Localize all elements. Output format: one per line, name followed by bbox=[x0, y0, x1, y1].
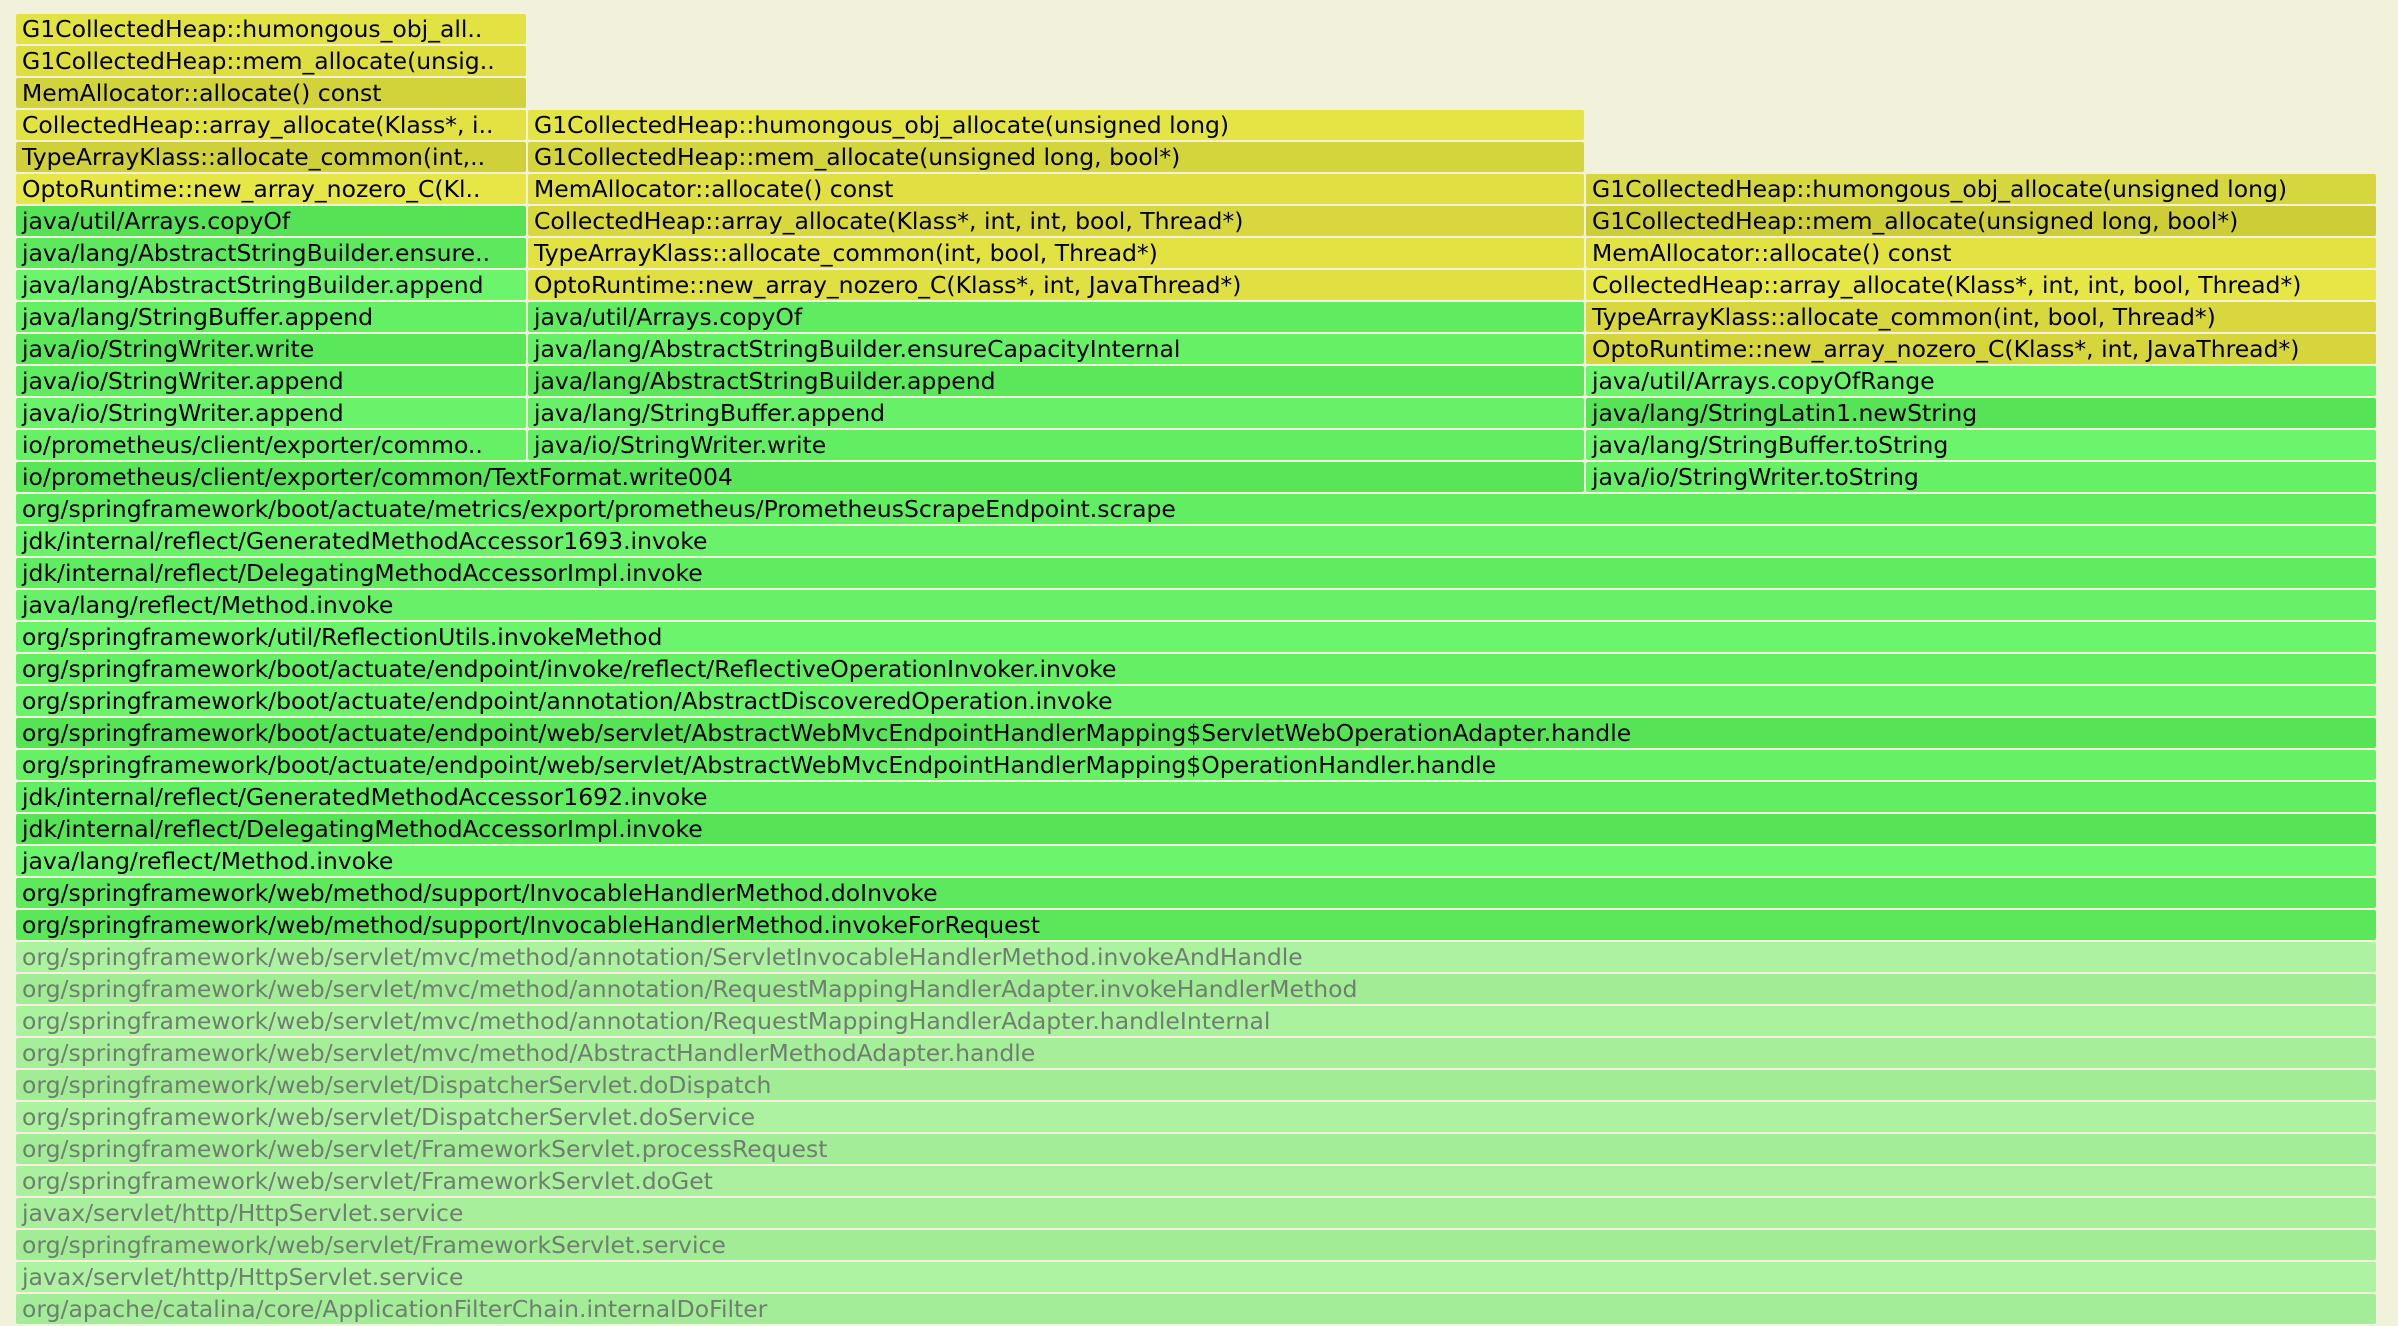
stack-frame[interactable]: G1CollectedHeap::mem_allocate(unsig.. bbox=[16, 46, 526, 76]
stack-frame[interactable]: org/springframework/web/servlet/FrameworkServlet.processRequest bbox=[16, 1134, 2376, 1164]
stack-frame[interactable]: javax/servlet/http/HttpServlet.service bbox=[16, 1198, 2376, 1228]
stack-frame[interactable]: io/prometheus/client/exporter/common/TextFormat.write004 bbox=[16, 462, 1584, 492]
stack-frame[interactable]: java/io/StringWriter.toString bbox=[1586, 462, 2376, 492]
stack-frame[interactable]: CollectedHeap::array_allocate(Klass*, i.. bbox=[16, 110, 526, 140]
stack-frame[interactable]: java/io/StringWriter.write bbox=[16, 334, 526, 364]
stack-frame[interactable]: java/io/StringWriter.write bbox=[528, 430, 1584, 460]
stack-frame[interactable]: org/springframework/web/servlet/mvc/method/annotation/RequestMappingHandlerAdapter.invokeHandlerMethod bbox=[16, 974, 2376, 1004]
stack-frame[interactable]: org/springframework/web/servlet/DispatcherServlet.doService bbox=[16, 1102, 2376, 1132]
stack-frame[interactable]: TypeArrayKlass::allocate_common(int, bool, Thread*) bbox=[528, 238, 1584, 268]
stack-frame[interactable]: java/io/StringWriter.append bbox=[16, 398, 526, 428]
stack-frame[interactable]: java/lang/AbstractStringBuilder.append bbox=[16, 270, 526, 300]
stack-frame[interactable]: org/springframework/boot/actuate/endpoint/invoke/reflect/ReflectiveOperationInvoker.invoke bbox=[16, 654, 2376, 684]
stack-frame[interactable]: java/util/Arrays.copyOf bbox=[16, 206, 526, 236]
stack-frame[interactable]: java/lang/StringBuffer.append bbox=[528, 398, 1584, 428]
stack-frame[interactable]: CollectedHeap::array_allocate(Klass*, int, int, bool, Thread*) bbox=[528, 206, 1584, 236]
stack-frame[interactable]: jdk/internal/reflect/GeneratedMethodAccessor1692.invoke bbox=[16, 782, 2376, 812]
stack-frame[interactable]: io/prometheus/client/exporter/commo.. bbox=[16, 430, 526, 460]
stack-frame[interactable]: org/springframework/web/servlet/mvc/method/annotation/RequestMappingHandlerAdapter.handleInternal bbox=[16, 1006, 2376, 1036]
stack-frame[interactable]: TypeArrayKlass::allocate_common(int,.. bbox=[16, 142, 526, 172]
stack-frame[interactable]: OptoRuntime::new_array_nozero_C(Kl.. bbox=[16, 174, 526, 204]
stack-frame[interactable]: org/springframework/web/servlet/mvc/method/AbstractHandlerMethodAdapter.handle bbox=[16, 1038, 2376, 1068]
stack-frame[interactable]: org/springframework/boot/actuate/endpoint/web/servlet/AbstractWebMvcEndpointHandlerMapping$ServletWebOperationAdapter.handle bbox=[16, 718, 2376, 748]
stack-frame[interactable]: jdk/internal/reflect/GeneratedMethodAccessor1693.invoke bbox=[16, 526, 2376, 556]
stack-frame[interactable]: java/lang/StringBuffer.toString bbox=[1586, 430, 2376, 460]
stack-frame[interactable]: G1CollectedHeap::mem_allocate(unsigned long, bool*) bbox=[528, 142, 1584, 172]
stack-frame[interactable]: java/lang/reflect/Method.invoke bbox=[16, 590, 2376, 620]
stack-frame[interactable]: org/springframework/web/method/support/InvocableHandlerMethod.invokeForRequest bbox=[16, 910, 2376, 940]
stack-frame[interactable]: org/springframework/web/servlet/FrameworkServlet.service bbox=[16, 1230, 2376, 1260]
stack-frame[interactable]: java/util/Arrays.copyOfRange bbox=[1586, 366, 2376, 396]
stack-frame[interactable]: MemAllocator::allocate() const bbox=[16, 78, 526, 108]
stack-frame[interactable]: java/lang/AbstractStringBuilder.append bbox=[528, 366, 1584, 396]
stack-frame[interactable]: G1CollectedHeap::humongous_obj_all.. bbox=[16, 14, 526, 44]
stack-frame[interactable]: java/lang/StringLatin1.newString bbox=[1586, 398, 2376, 428]
stack-frame[interactable]: jdk/internal/reflect/DelegatingMethodAccessorImpl.invoke bbox=[16, 814, 2376, 844]
stack-frame[interactable]: org/springframework/web/servlet/mvc/method/annotation/ServletInvocableHandlerMethod.invokeAndHandle bbox=[16, 942, 2376, 972]
stack-frame[interactable]: org/springframework/boot/actuate/metrics/export/prometheus/PrometheusScrapeEndpoint.scrape bbox=[16, 494, 2376, 524]
stack-frame[interactable]: G1CollectedHeap::humongous_obj_allocate(unsigned long) bbox=[528, 110, 1584, 140]
stack-frame[interactable]: java/io/StringWriter.append bbox=[16, 366, 526, 396]
stack-frame[interactable]: MemAllocator::allocate() const bbox=[528, 174, 1584, 204]
stack-frame[interactable]: java/lang/AbstractStringBuilder.ensure.. bbox=[16, 238, 526, 268]
stack-frame[interactable]: org/springframework/boot/actuate/endpoint/web/servlet/AbstractWebMvcEndpointHandlerMapping$OperationHandler.handle bbox=[16, 750, 2376, 780]
stack-frame[interactable]: java/util/Arrays.copyOf bbox=[528, 302, 1584, 332]
stack-frame[interactable]: jdk/internal/reflect/DelegatingMethodAccessorImpl.invoke bbox=[16, 558, 2376, 588]
stack-frame[interactable]: java/lang/AbstractStringBuilder.ensureCapacityInternal bbox=[528, 334, 1584, 364]
stack-frame[interactable]: org/apache/catalina/core/ApplicationFilterChain.internalDoFilter bbox=[16, 1294, 2376, 1324]
stack-frame[interactable]: org/springframework/web/servlet/DispatcherServlet.doDispatch bbox=[16, 1070, 2376, 1100]
stack-frame[interactable]: G1CollectedHeap::mem_allocate(unsigned long, bool*) bbox=[1586, 206, 2376, 236]
stack-frame[interactable]: org/springframework/web/method/support/InvocableHandlerMethod.doInvoke bbox=[16, 878, 2376, 908]
stack-frame[interactable]: javax/servlet/http/HttpServlet.service bbox=[16, 1262, 2376, 1292]
stack-frame[interactable]: java/lang/reflect/Method.invoke bbox=[16, 846, 2376, 876]
stack-frame[interactable]: OptoRuntime::new_array_nozero_C(Klass*, int, JavaThread*) bbox=[1586, 334, 2376, 364]
stack-frame[interactable]: java/lang/StringBuffer.append bbox=[16, 302, 526, 332]
stack-frame[interactable]: TypeArrayKlass::allocate_common(int, bool, Thread*) bbox=[1586, 302, 2376, 332]
stack-frame[interactable]: G1CollectedHeap::humongous_obj_allocate(unsigned long) bbox=[1586, 174, 2376, 204]
stack-frame[interactable]: MemAllocator::allocate() const bbox=[1586, 238, 2376, 268]
stack-frame[interactable]: org/springframework/util/ReflectionUtils.invokeMethod bbox=[16, 622, 2376, 652]
stack-frame[interactable]: org/springframework/boot/actuate/endpoint/annotation/AbstractDiscoveredOperation.invoke bbox=[16, 686, 2376, 716]
stack-frame[interactable]: OptoRuntime::new_array_nozero_C(Klass*, int, JavaThread*) bbox=[528, 270, 1584, 300]
stack-frame[interactable]: org/springframework/web/servlet/FrameworkServlet.doGet bbox=[16, 1166, 2376, 1196]
stack-frame[interactable]: CollectedHeap::array_allocate(Klass*, int, int, bool, Thread*) bbox=[1586, 270, 2376, 300]
